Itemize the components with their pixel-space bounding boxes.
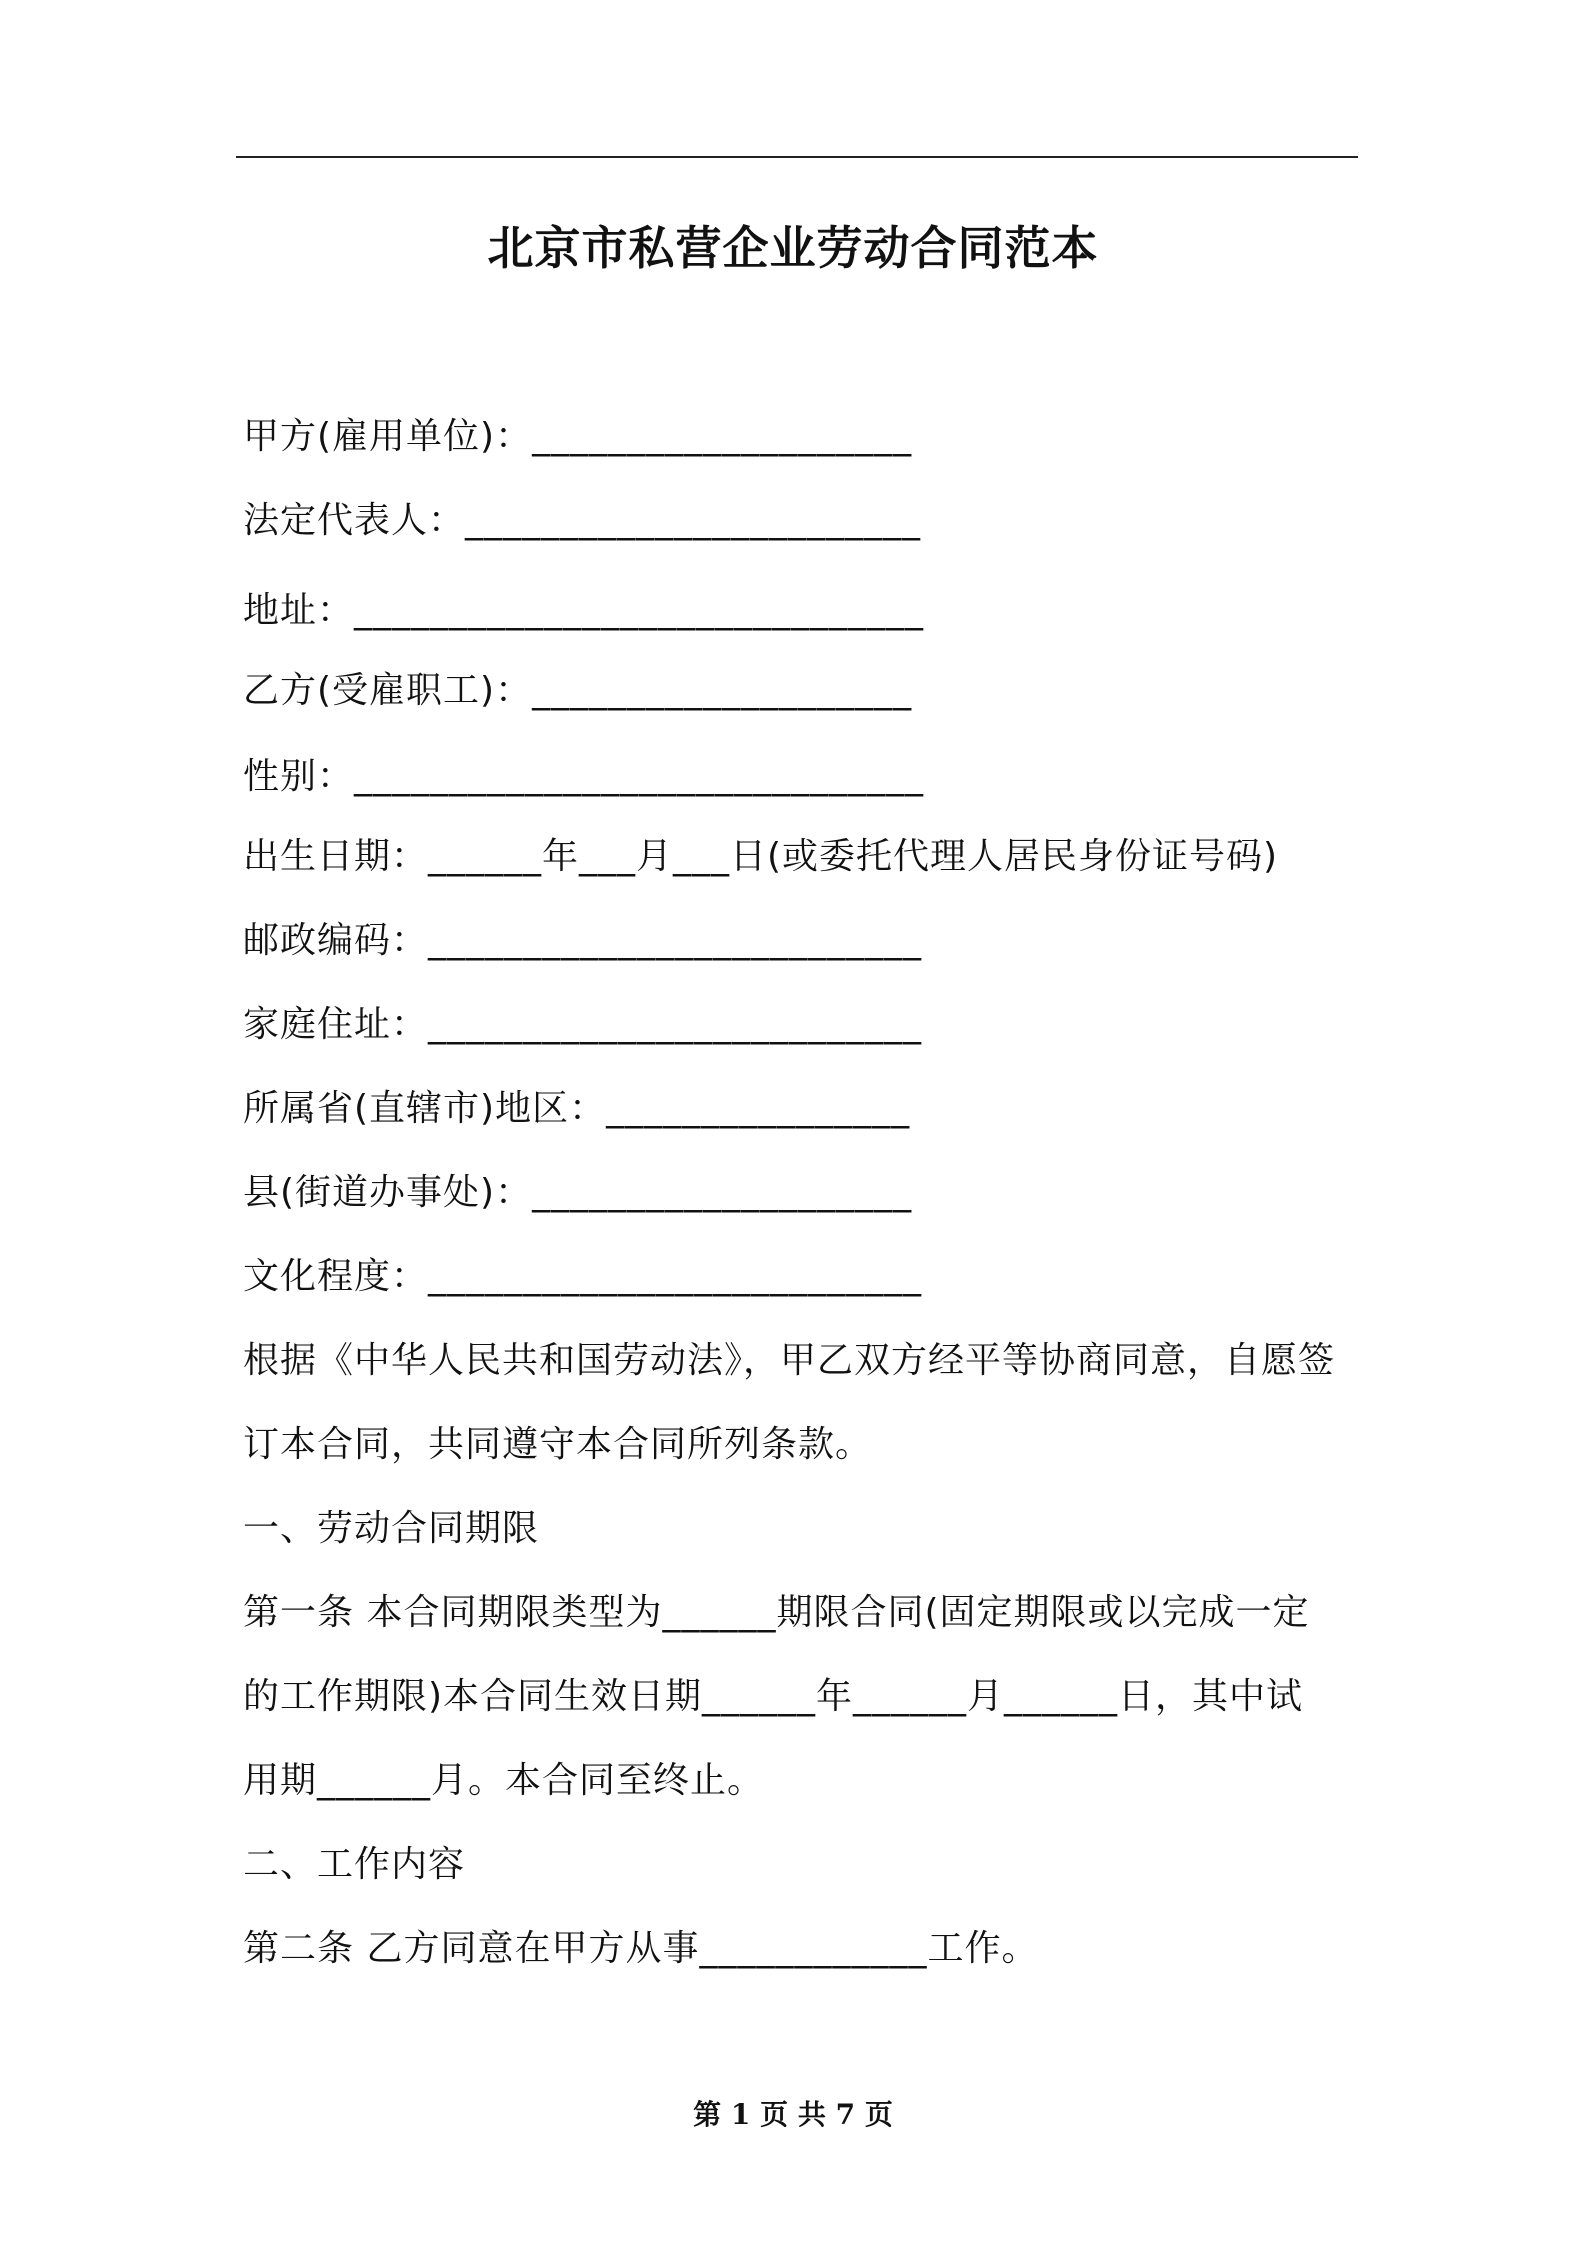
field-employer: 甲方(雇用单位)：____________________ [243, 416, 913, 457]
article-1-line-1: 第一条 本合同期限类型为______期限合同(固定期限或以完成一定 [243, 1592, 1310, 1633]
field-address: 地址：______________________________ [243, 590, 925, 631]
field-education: 文化程度：__________________________ [243, 1256, 923, 1297]
document-title: 北京市私营企业劳动合同范本 [487, 221, 1099, 275]
header-rule [236, 156, 1358, 158]
field-birth-date: 出生日期：______年___月___日(或委托代理人居民身份证号码) [243, 836, 1279, 877]
article-2-line-1: 第二条 乙方同意在甲方从事____________工作。 [243, 1928, 1039, 1969]
article-1-line-2: 的工作期限)本合同生效日期______年______月______日，其中试 [243, 1676, 1304, 1717]
preamble-line-1: 根据《中华人民共和国劳动法》，甲乙双方经平等协商同意，自愿签 [243, 1340, 1336, 1381]
field-county: 县(街道办事处)：____________________ [243, 1172, 913, 1213]
section-heading-1: 一、劳动合同期限 [243, 1508, 540, 1549]
article-1-line-3: 用期______月。本合同至终止。 [243, 1760, 765, 1801]
page-number: 第 1 页 共 7 页 [693, 2098, 893, 2131]
field-postal-code: 邮政编码：__________________________ [243, 920, 923, 961]
field-home-address: 家庭住址：__________________________ [243, 1004, 923, 1045]
field-employee: 乙方(受雇职工)：____________________ [243, 670, 913, 711]
field-gender: 性别：______________________________ [243, 756, 925, 797]
preamble-line-2: 订本合同，共同遵守本合同所列条款。 [243, 1424, 873, 1465]
section-heading-2: 二、工作内容 [243, 1844, 466, 1885]
field-legal-representative: 法定代表人：________________________ [243, 500, 922, 541]
field-province: 所属省(直辖市)地区：________________ [243, 1088, 911, 1129]
